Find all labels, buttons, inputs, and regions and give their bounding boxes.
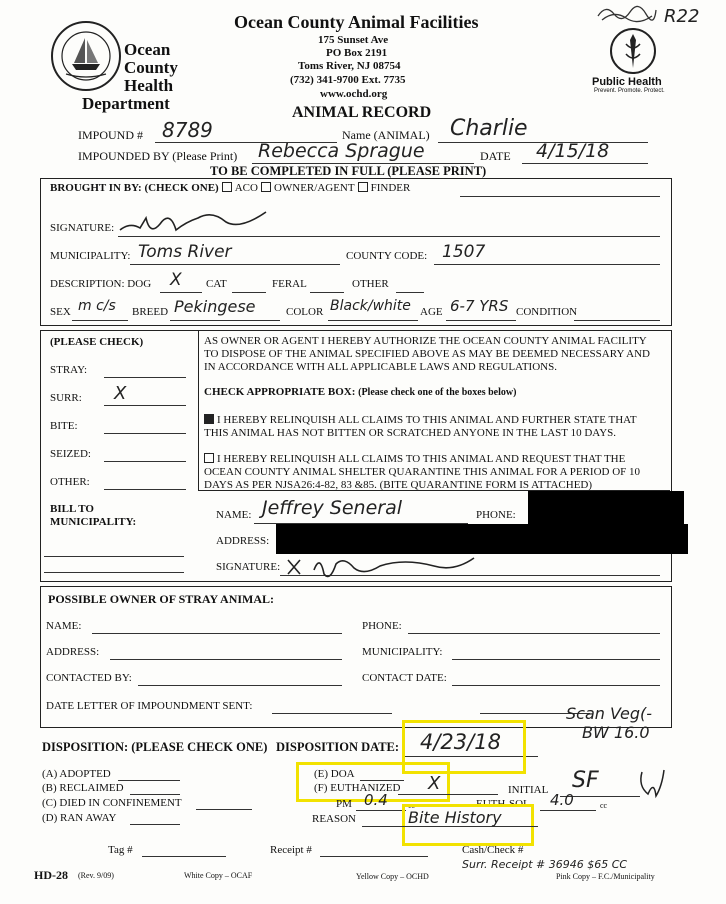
org-title: Ocean County Animal Facilities [234,12,479,32]
dept-line-1: Ocean [124,40,171,59]
form-revision: (Rev. 9/09) [78,871,114,880]
stray-label: STRAY: [50,364,88,376]
possible-address-label: ADDRESS: [46,646,100,658]
pm-value: 0.4 [364,791,388,809]
animal-name-label: Name (ANIMAL) [342,128,430,142]
euth-sol-label: EUTH-SOL [476,798,530,810]
euthanized-mark: X [428,773,441,794]
feral-label: FERAL [272,278,307,290]
disposition-date-label: DISPOSITION DATE: [276,740,400,754]
receipt-label: Receipt # [270,844,312,856]
authorization-line-2: TO DISPOSE OF THE ANIMAL SPECIFIED ABOVE AS MAY BE DEEMED NECESSARY AND [204,348,650,360]
contact-date-label: CONTACT DATE: [362,672,447,684]
relinquish-option-2-line-2: OCEAN COUNTY ANIMAL SHELTER QUARANTINE THIS ANIMAL FOR A PERIOD OF 10 [204,466,641,478]
sex-value: m c/s [78,298,116,314]
public-health-logo-icon [606,26,660,76]
impounded-by-label: IMPOUNDED BY (Please Print) [78,149,238,163]
other-reason-label: OTHER: [50,476,90,488]
public-health-tagline: Prevent. Promote. Protect. [594,88,665,94]
initial-value: SF [572,768,599,793]
surr-mark: X [114,383,127,404]
signature-label: SIGNATURE: [50,222,115,234]
pm-label: PM [336,798,352,810]
impound-label: IMPOUND # [78,128,144,142]
white-copy-label: White Copy – OCAF [184,871,253,880]
possible-name-label: NAME: [46,620,82,632]
pm-cc-unit: cc [408,801,416,810]
cat-label: CAT [206,278,227,290]
sex-label: SEX [50,306,71,318]
county-code-value: 1507 [442,242,486,262]
form-title: ANIMAL RECORD [292,104,432,121]
possible-owner-title: POSSIBLE OWNER OF STRAY ANIMAL: [48,592,275,606]
impound-value: 8789 [162,118,213,142]
please-check-title: (PLEASE CHECK) [50,336,144,348]
relinquish-option-2[interactable]: I HEREBY RELINQUISH ALL CLAIMS TO THIS ANIMAL AND REQUEST THAT THE [204,453,625,465]
owner-phone-label: PHONE: [476,509,516,521]
address-line-3: Toms River, NJ 08754 [298,60,401,72]
description-label: DESCRIPTION: DOG [50,278,152,290]
phone-line: (732) 341-9700 Ext. 7735 [290,74,406,86]
signature-scribble-icon [116,200,276,240]
age-value: 6-7 YRS [450,297,509,315]
breed-label: BREED [132,306,169,318]
date-label: DATE [480,149,511,163]
letter-sent-label: DATE LETTER OF IMPOUNDMENT SENT: [46,700,253,712]
brought-in-by-label: BROUGHT IN BY: (CHECK ONE) ACO OWNER/AGENT FINDER [50,182,411,194]
owner-name-label: NAME: [216,509,252,521]
address-line-1: 175 Sunset Ave [318,34,389,46]
disposition-date-value: 4/23/18 [420,730,501,754]
form-code: HD-28 [34,868,68,882]
dept-line-3: Health [124,76,174,95]
pink-copy-label: Pink Copy – F.C./Municipality [556,872,655,881]
animal-name-value: Charlie [450,116,528,141]
scribble-mark-icon [594,2,658,26]
owner-address-label: ADDRESS: [216,535,270,547]
relinquish-option-1-line-2: THIS ANIMAL HAS NOT BITTEN OR SCRATCHED ANYONE IN THE LAST 10 DAYS. [204,427,617,439]
municipality-value: Toms River [138,242,232,262]
doa-label: (E) DOA [314,768,355,780]
complete-note: TO BE COMPLETED IN FULL (PLEASE PRINT) [210,164,487,178]
owner-signature-label: SIGNATURE: [216,561,281,573]
surr-label: SURR: [50,392,82,404]
euthanized-label: (F) EUTHANIZED [314,782,401,794]
other-label: OTHER [352,278,389,290]
public-health-label: Public Health [592,76,662,88]
relinquish-option-2-line-3: DAYS AS PER NJSA26:4-82, 83 &85. (BITE QUARANTINE FORM IS ATTACHED) [204,479,593,491]
initial-scribble-icon [636,766,670,802]
date-value: 4/15/18 [536,140,610,162]
owner-name-value: Jeffrey Seneral [262,497,403,519]
dog-mark: X [170,270,182,290]
breed-value: Pekingese [174,297,256,316]
dept-line-4: Department [82,94,170,113]
possible-municipality-label: MUNICIPALITY: [362,646,443,658]
page-code: R22 [664,6,700,27]
age-label: AGE [420,306,443,318]
cash-check-value: Surr. Receipt # 36946 $65 CC [462,858,628,871]
yellow-copy-label: Yellow Copy – OCHD [356,872,429,881]
bill-municipality-label: MUNICIPALITY: [50,516,137,528]
authorization-line-3: IN ACCORDANCE WITH ALL APPLICABLE LAWS AND REGULATIONS. [204,361,557,373]
county-code-label: COUNTY CODE: [346,250,428,262]
address-line-2: PO Box 2191 [326,47,388,59]
ran-away-label: (D) RAN AWAY [42,812,117,824]
condition-label: CONDITION [516,306,578,318]
initial-label: INITIAL [508,784,549,796]
impounded-by-value: Rebecca Sprague [258,140,425,162]
color-value: Black/white [330,298,411,314]
adopted-label: (A) ADOPTED [42,768,111,780]
dept-line-2: County [124,58,178,77]
died-label: (C) DIED IN CONFINEMENT [42,797,182,809]
check-box-heading: CHECK APPROPRIATE BOX: (Please check one of the boxes below) [204,386,517,398]
reason-label: REASON [312,813,357,825]
seized-label: SEIZED: [50,448,91,460]
reclaimed-label: (B) RECLAIMED [42,782,124,794]
reason-value: Bite History [408,808,502,827]
cash-check-label: Cash/Check # [462,844,524,856]
disposition-title: DISPOSITION: (PLEASE CHECK ONE) [42,740,268,754]
bite-label: BITE: [50,420,78,432]
contacted-by-label: CONTACTED BY: [46,672,132,684]
website-line: www.ochd.org [320,88,388,100]
euth-cc-unit: cc [600,801,608,810]
color-label: COLOR [286,306,324,318]
bill-to-label: BILL TO [50,503,94,515]
relinquish-option-1[interactable]: I HEREBY RELINQUISH ALL CLAIMS TO THIS ANIMAL AND FURTHER STATE THAT [204,414,637,426]
authorization-line-1: AS OWNER OR AGENT I HEREBY AUTHORIZE THE OCEAN COUNTY ANIMAL FACILITY [204,335,647,347]
tag-label: Tag # [108,844,133,856]
scan-note-1: Scan Veg(- [566,704,653,723]
scan-note-2: BW 16.0 [582,723,650,742]
euth-sol-value: 4.0 [550,791,574,809]
ocean-county-seal-icon [50,20,122,92]
possible-phone-label: PHONE: [362,620,402,632]
owner-signature-scribble-icon [284,548,484,580]
municipality-label: MUNICIPALITY: [50,250,131,262]
